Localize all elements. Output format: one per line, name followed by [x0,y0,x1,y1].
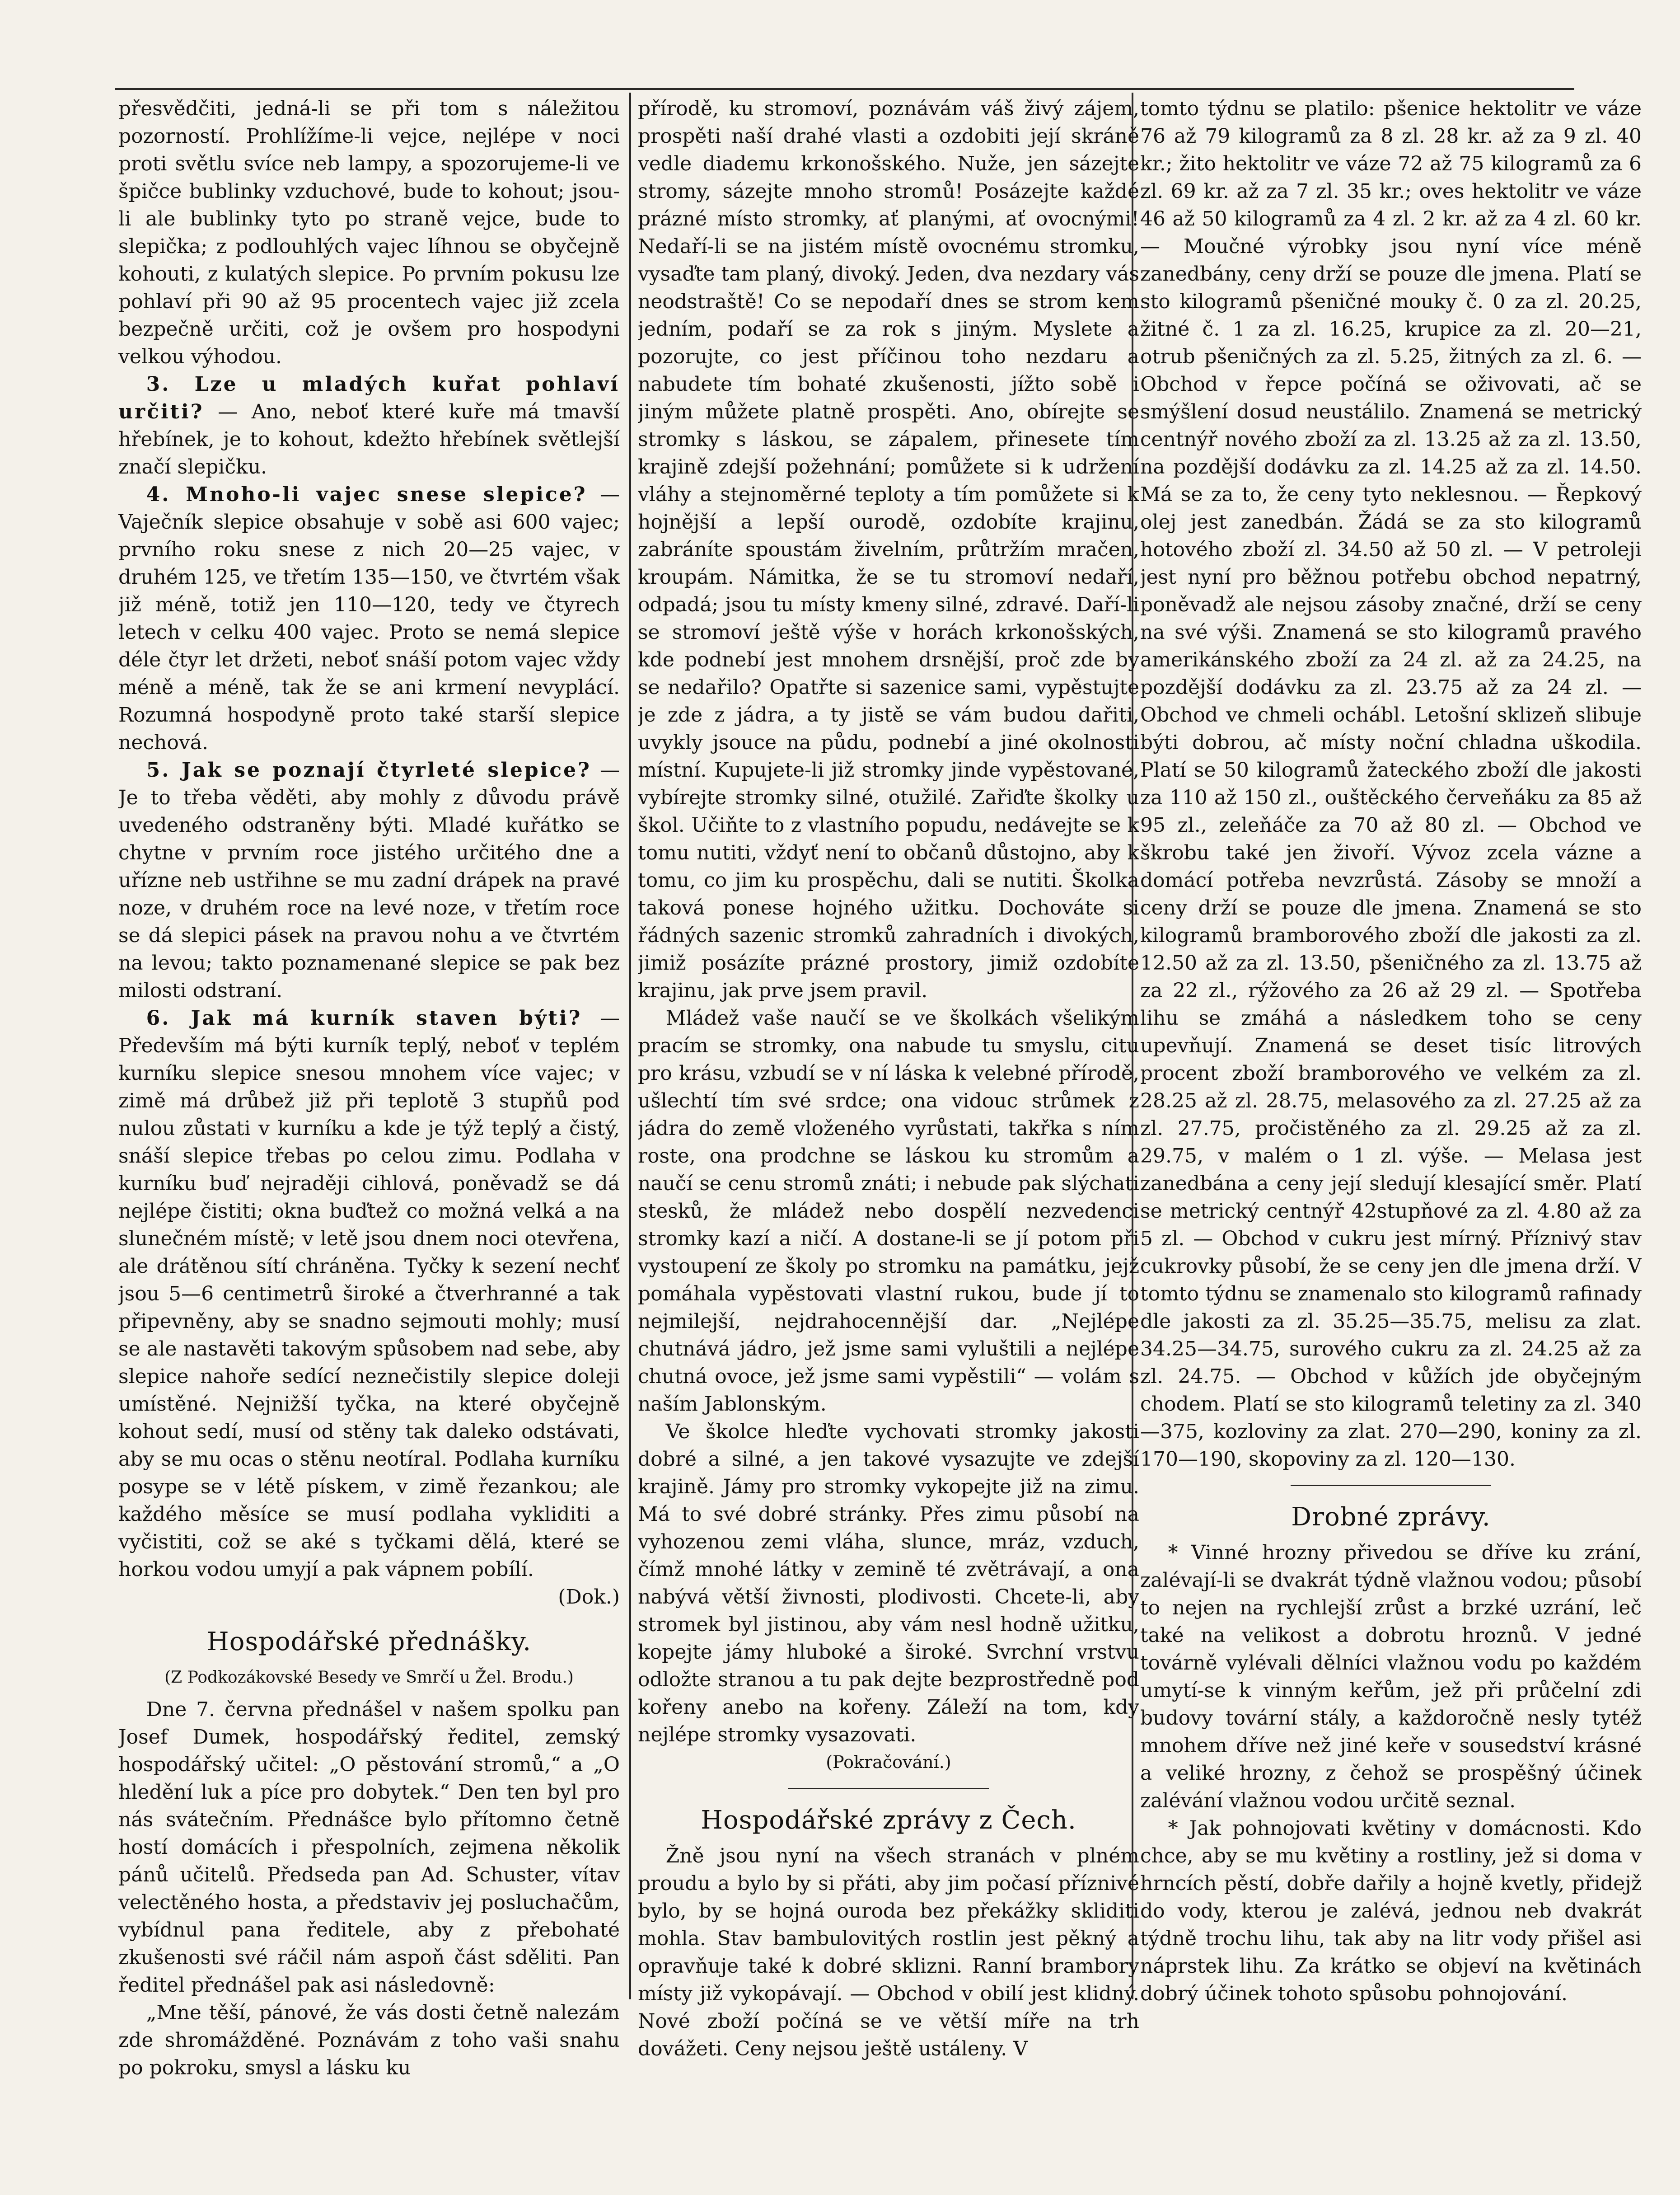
heading-news: Drobné zprávy. [1291,1502,1491,1532]
top-rule [115,88,1574,90]
paragraph-flowers: * Jak pohnojovati květiny v domácnosti. Kdo chce, aby se mu květiny a rostliny, jež si doma v hrncích pěstí, dobře dařily a hojně kvetly, přidejž do vody, kterou je zalévá, jednou neb dvakrát týdně trochu lihu, tak aby na litr vody přišel asi náprstek lihu. Za krátko se objeví na květinách dobrý účinek tohoto spůsobu pohnojování. [1140,1817,1642,2005]
paragraph-lecture-2: „Mne těší, pánové, že vás dosti četně nalezám zde shromážděné. Poznávám z toho vaši snahu po pokroku, smysl a lásku ku [118,2001,620,2079]
heading-reports: Hospodářské zprávy z Čech. [701,1806,1076,1835]
question-5-paragraph [118,756,620,1004]
article-end-mark: (Dok.) [558,1585,620,1609]
paragraph-trees-1: přírodě, ku stromoví, poznávám váš živý zájem, prospěti naší drahé vlasti a ozdobiti její skráně vedle diademu krkonošského. Nuže, jen sázejte stromy, sázejte mnoho stromů! Posázejte každé prázné místo stromky, ať planými, ať ovocnými! Nedaří-li se na jistém místě ovocnému stromku, vysaďte tam planý, divoký. Jeden, dva nezdary vás neodstraště! Co se nepodaří dnes se strom kem jedním, podaří se za rok s jiným. Myslete a pozorujte, co jest příčinou toho nezdaru a nabudete tím bohaté zkušenosti, jížto sobě i jiným můžete platně prospěti. Ano, obírejte se stromky s láskou, se zápalem, přinesete tím krajině zdejší požehnání; pomůžete si k udržení vláhy a stejnoměrné teploty a tím pomůžete si k hojnější a lepší ourodě, ozdobíte krajinu, zabráníte spoustám živelním, průtržím mračen, kroupám. Námitka, že se tu stromoví nedaří, odpadá; jsou tu místy kmeny silné, zdravé. Daří-li se stromoví ještě výše v horách krkonošských, kde podnebí jest mnohem drsnější, proč zde by se nedařilo? Opatřte si sazenice sami, vypěstujte je zde z jádra, a ty jistě se vám budou dařiti, uvykly jsouce na půdu, podnebí a jiné okolnosti místní. Kupujete-li již stromky jinde vypěstované, vybírejte stromky silné, otužilé. Zařiďte školky u škol. Učiňte to z vlastního popudu, nedávejte se k tomu nutiti, vždyť není to občanů důstojno, aby k tomu, co jim ku prospěchu, dali se nutiti. Školka taková ponese hojného užitku. Dochováte si řádných sazenic stromků zahradních i divokých, jimiž posázíte prázné prostory, jimiž ozdobíte krajinu, jak prve jsem pravil. [638,97,1139,1002]
question-4: 4. Mnoho-li vajec snese slepice? [146,483,587,506]
paragraph-trees-2: Mládež vaše naučí se ve školkách všelikým pracím se stromky, ona nabude tu smyslu, citu pro krásu, vzbudí se v ní láska k velebné přírodě, ušlechtí tím své srdce; ona vidouc strůmek z jádra do země vloženého vyrůstati, takřka s ním roste, ona prodchne se láskou ku stromům a naučí se cenu stromů znáti; i nebude pak slýchati stesků, že mládež nebo dospělí nezvedenci stromky kazí a ničí. A dostane-li se jí potom při vystoupení ze školy po stromku na památku, jejž pomáhala vypěstovati vlastní rukou, bude jí to nejmilejší, nejdrahocennější dar. „Nejlépe chutnává jádro, jež jsme sami vyluštili a nejlépe chutná ovoce, jež jsme sami vypěstili“ — volám s naším Jablonským. [638,1007,1139,1416]
continuation-mark: (Pokračování.) [826,1752,951,1772]
section-divider [788,1788,989,1789]
question-6-paragraph [118,1004,620,1583]
paragraph-intro: přesvědčiti, jedná-li se při tom s náležitou pozorností. Prohlížíme-li vejce, nejlépe v noci proti světlu svíce neb lampy, a spozorujeme-li ve špičce bublinky vzduchové, bude to kohout; jsou-li ale bublinky tyto po straně vejce, bude to slepička; z podlouhlých vajec líhnou se obyčejně kohouti, z kulatých slepice. Po prvním pokusu lze pohlaví při 90 až 95 procentech vajec již zcela bezpečně určiti, což je ovšem pro hospodyni velkou výhodou. [118,97,620,368]
paragraph-harvest: Žně jsou nyní na všech stranách v plném proudu a bylo by si přáti, aby jim počasí příznivé bylo, by se hojná ouroda bez překážky skliditi mohla. Stav bambulovitých rostlin jest pěkný a opravňuje také k dobré sklizni. Ranní brambory místy již vykopávají. — Obchod v obilí jest klidný. Nové zboží počíná se ve větší míře na trh dovážeti. Ceny nejsou ještě ustáleny. V [638,1844,1139,2060]
column-rule-1 [629,93,631,1999]
paragraph-lecture-1: Dne 7. června přednášel v našem spolku pan Josef Dumek, hospodářský ředitel, zemský hospodářský učitel: „O pěstování stromů,“ a „O hledění luk a píce pro dobytek.“ Den ten byl pro nás svátečním. Přednášce bylo přítomno četně hostí domácích i přespolních, zejmena několik pánů učitelů. Předseda pan Ad. Schuster, vítav velectěného hosta, a představiv jej posluchačům, vybídnul pana ředitele, aby z přebohaté zkušenosti své ráčil nám aspoň část sděliti. Pan ředitel přednášel pak asi následovně: [118,1698,620,1997]
question-3-paragraph [118,371,620,481]
paragraph-trees-3: Ve školce hleďte vychovati stromky jakosti dobré a silné, a jen takové vysazujte ve zdejší krajině. Jámy pro stromky vykopejte již na zimu. Má to své dobré stránky. Přes zimu působí na vyhozenou zemi vláha, slunce, mráz, vzduch, čímž mnohé látky v zemině té zvětrávají, a ona nabývá větší živnosti, plodivosti. Chcete-li, aby stromek byl jistinou, aby vám nesl hodně užitku, kopejte jámy hluboké a široké. Svrchní vrstvu odložte stranou a tu pak dejte bezprostředně pod kořeny anebo na kořeny. Záleží na tom, kdy nejlépe stromky vysazovati. [638,1420,1139,1746]
question-3: 3. Lze u mladých kuřat pohlaví určiti? [118,373,620,423]
column-3 [1140,95,1642,2115]
answer-3: — Ano, neboť které kuře má tmavší hřebínek, je to kohout, kdežto hřebínek světlejší značí slepičku. [118,400,620,478]
paragraph-market-prices: tomto týdnu se platilo: pšenice hektolitr ve váze 76 až 79 kilogramů za 8 zl. 28 kr. až za 9 zl. 40 kr.; žito hektolitr ve váze 72 až 75 kilogramů za 6 zl. 69 kr. až za 7 zl. 35 kr.; oves hektolitr ve váze 46 až 50 kilogramů za 4 zl. 2 kr. až za 4 zl. 60 kr. — Moučné výrobky jsou nyní více méně zanedbány, ceny drží se pouze dle jmena. Platí se sto kilogramů pšeničné mouky č. 0 za zl. 20.25, žitné č. 1 za zl. 16.25, krupice za zl. 20—21, otrub pšeničných za zl. 5.25, žitných za zl. 6. — Obchod v řepce počíná se oživovati, ač se smýšlení dosud neustálilo. Znamená se metrický centnýř nového zboží za zl. 13.25 až za zl. 13.50, na pozdější dodávku za zl. 14.25 až za zl. 14.50. Má se za to, že ceny tyto neklesnou. — Řepkový olej jest zanedbán. Žádá se za sto kilogramů hotového zboží zl. 34.50 až 50 zl. — V petroleji jest nyní pro běžnou potřebu obchod nepatrný, poněvadž ale nejsou zásoby značné, drží se ceny na své výši. Znamená se sto kilogramů pravého amerikánského zboží za 24 zl. až za 24.25, na pozdější dodávku za zl. 23.75 až za 24 zl. — Obchod ve chmeli ochábl. Letošní sklizeň slibuje býti dobrou, ač místy noční chladna uškodila. Platí se 50 kilogramů žateckého zboží dle jakosti za 110 až 150 zl., ouštěckého červeňáku za 85 až 95 zl., zeleňáče za 70 až 80 zl. — Obchod ve škrobu také jen živoří. Vývoz zcela vázne a domácí potřeba nevzrůstá. Zásoby se množí a ceny drží se pouze dle jmena. Znamená se sto kilogramů bramborového zboží dle jakosti za zl. 12.50 až za zl. 13.50, pšeničného za zl. 13.75 až za 22 zl., rýžového za 26 až 29 zl. — Spotřeba lihu se zmáhá a následkem toho se ceny upevňují. Znamená se deset tisíc litrových procent zboží bramborového ve velkém za zl. 28.25 až zl. 28.75, melasového za zl. 27.25 až za zl. 27.75, pročistěného za zl. 29.25 až za zl. 29.75, v malém o 1 zl. výše. — Melasa jest zanedbána a ceny její sledují klesající směr. Platí se metrický centnýř 42stupňové za zl. 4.80 až za 5 zl. — Obchod v cukru jest mírný. Příznivý stav cukrovky působí, že se ceny jen dle jmena drží. V tomto týdnu se znamenalo sto kilogramů rafinady dle jakosti za zl. 35.25—35.75, melisu za zlat. 34.25—34.75, surového cukru za zl. 24.25 až za zl. 24.75. — Obchod v kůžích jde obyčejným chodem. Platí se sto kilogramů teletiny za zl. 340—375, kozloviny za zlat. 270—290, koniny za zl. 170—190, skopoviny za zl. 120—130. [1140,97,1642,1471]
lectures-source: (Z Podkozákovské Besedy ve Smrčí u Žel. Brodu.) [164,1668,574,1687]
section-divider-2 [1291,1485,1491,1486]
answer-4: — Vaječník slepice obsahuje v sobě asi 600 vajec; prvního roku snese z nich 20—25 vajec, v druhém 125, ve třetím 135—150, ve čtvrtém však již méně, totiž jen 110—120, tedy ve čtyrech letech v celku 400 vajec. Proto se nemá slepice déle čtyr let držeti, neboť snáší potom vajec vždy méně a méně, tak že se ani krmení nevyplácí. Rozumná hospodyně proto také starší slepice nechová. [118,483,620,754]
answer-6: — Především má býti kurník teplý, neboť v teplém kurníku slepice snesou mnohem více vajec; v zimě má drůbež již při teplotě 3 stupňů pod nulou zůstati v kurníku a kde je týž teplý a čistý, snáší slepice třebas po celou zimu. Podlaha v kurníku buď nejraději cihlová, poněvadž se dá nejlépe čistiti; okna buďtež co možná velká a na slunečném místě; v letě jsou dnem noci otevřena, ale drátěnou sítí chráněna. Tyčky k sezení nechť jsou 5—6 centimetrů široké a čtverhranné a tak připevněny, aby se snadno sejmouti mohly; musí se ale nastavěti takovým spůsobem nad sebe, aby slepice nahoře sedící neznečistily slepice doleji umístěné. Nejnižší tyčka, na které obyčejně kohout sedí, musí od stěny tak daleko odstávati, aby se mu ocas o stěnu neotíral. Podlaha kurníku posype se v létě pískem, v zimě řezankou; ale každého měsíce se musí podlaha vykliditi a vyčistiti, což se aké s tyčkami dělá, které se horkou vodou umyjí a pak vápnem pobílí. [118,1007,620,1581]
column-1 [118,95,620,2115]
heading-lectures: Hospodářské přednášky. [206,1627,532,1656]
answer-5: — Je to třeba věděti, aby mohly z důvodu právě uvedeného odstraněny býti. Mladé kuřátko se chytne v prvním roce jistého určitého dne a uřízne neb ustřihne se mu zadní drápek na pravé noze, v druhém roce na levé noze, v třetím roce se dá slepici pásek na pravou nohu a ve čtvrtém na levou; takto poznamenané slepice se pak bez milosti odstraní. [118,759,620,1002]
paragraph-grapes: * Vinné hrozny přivedou se dříve ku zrání, zalévají-li se dvakrát týdně vlažnou vodou; působí to nejen na rychlejší zrůst a brzké uzrání, leč také na velikost a dobrotu hroznů. V jedné továrně vylévali dělníci vlažnou vodu po každém umytí-se k vinným keřům, jež při průčelní zdi budovy tovární stály, a každoročně nesly tytéž mnohem dříve než jiné keře v sousedství krásné a veliké hrozny, z čehož se prospěšný účinek zalévání vlažnou vodou určitě seznal. [1140,1541,1642,1812]
question-4-paragraph [118,481,620,756]
question-6: 6. Jak má kurník staven býti? [146,1007,582,1030]
column-2 [638,95,1139,2115]
question-5: 5. Jak se poznají čtyrleté slepice? [146,759,591,782]
